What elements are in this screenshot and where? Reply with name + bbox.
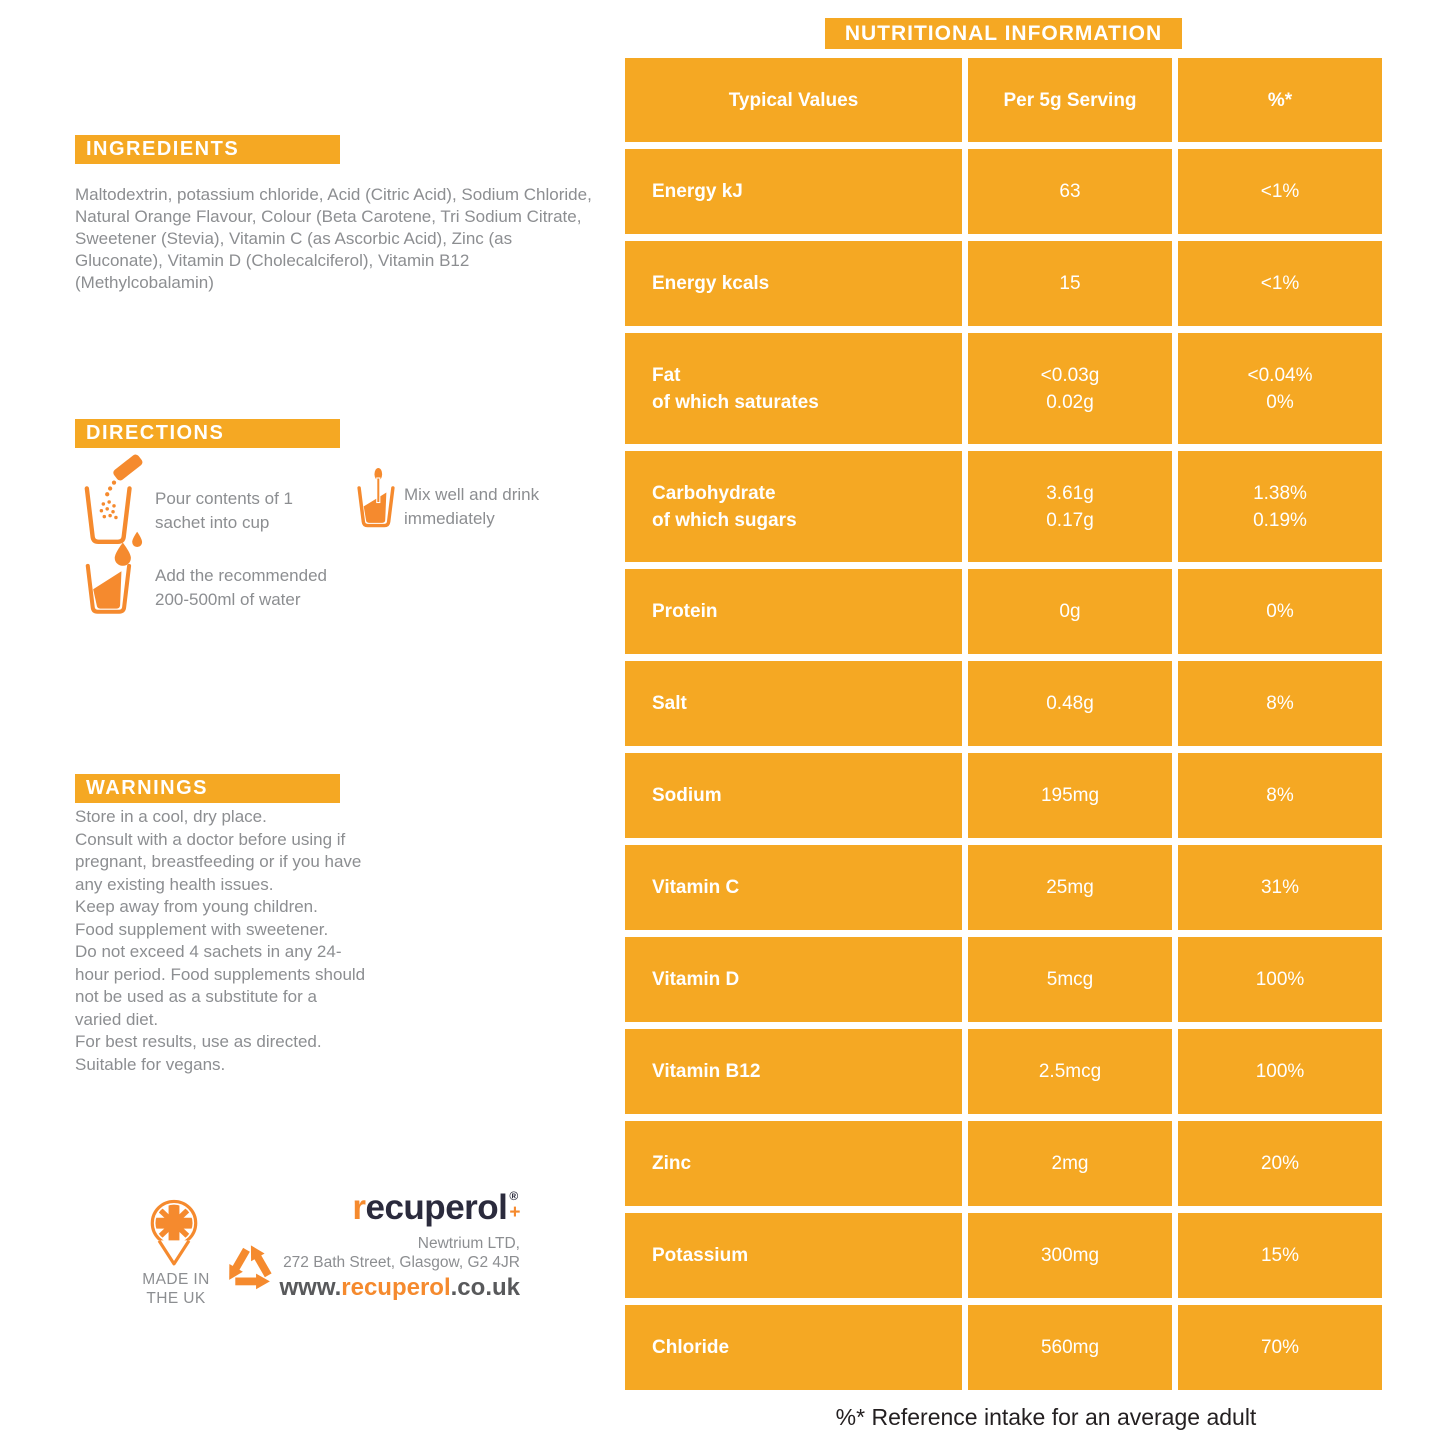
ingredients-header: [75, 135, 340, 164]
direction-step-pour: Pour contents of 1 sachet into cup: [155, 489, 293, 532]
registered-mark: ®: [509, 1189, 518, 1203]
nutrition-column-header: Typical Values: [625, 58, 962, 142]
reference-intake-cell: 1.38% 0.19%: [1178, 451, 1382, 562]
reference-intake-cell: <0.04% 0%: [1178, 333, 1382, 444]
reference-intake-cell: 8%: [1178, 661, 1382, 746]
nutrition-column-header: %*: [1178, 58, 1382, 142]
warning-line: Keep away from young children.: [75, 897, 318, 916]
nutrient-label-cell: Protein: [625, 569, 962, 654]
nutrition-column-header: Per 5g Serving: [968, 58, 1172, 142]
reference-intake-cell: 100%: [1178, 1029, 1382, 1114]
serving-value-cell: 3.61g 0.17g: [968, 451, 1172, 562]
serving-value-cell: 15: [968, 241, 1172, 326]
nutrient-label-cell: Sodium: [625, 753, 962, 838]
ingredients-text: Maltodextrin, potassium chloride, Acid (Citric Acid), Sodium Chloride, Natural Orange Flavour, Colour (Beta Carotene, Tri Sodium Citrate, Sweetener (Stevia), Vitamin C (as Ascorbic Acid), Zinc (as Gluconate), Vitamin D (Cholecalciferol), Vitamin B12 (Methylcobalamin): [75, 185, 592, 292]
serving-value-cell: 2mg: [968, 1121, 1172, 1206]
reference-intake-cell: 70%: [1178, 1305, 1382, 1390]
website-url: www.recuperol.co.uk: [279, 1274, 520, 1301]
serving-value-cell: 5mcg: [968, 937, 1172, 1022]
made-in-uk-label: MADE IN THE UK: [142, 1271, 210, 1307]
nutrient-label-cell: Vitamin D: [625, 937, 962, 1022]
mix-drink-icon: [356, 468, 396, 534]
reference-intake-cell: 100%: [1178, 937, 1382, 1022]
nutrient-label-cell: Vitamin C: [625, 845, 962, 930]
add-water-icon: [85, 530, 157, 618]
nutrient-label-cell: Salt: [625, 661, 962, 746]
reference-intake-cell: 0%: [1178, 569, 1382, 654]
reference-intake-cell: 20%: [1178, 1121, 1382, 1206]
serving-value-cell: 560mg: [968, 1305, 1172, 1390]
nutrient-label-cell: Energy kcals: [625, 241, 962, 326]
made-in-uk-icon: [144, 1196, 204, 1272]
reference-intake-footnote: %* Reference intake for an average adult: [835, 1404, 1257, 1430]
warnings-header: [75, 774, 340, 803]
serving-value-cell: <0.03g 0.02g: [968, 333, 1172, 444]
warning-line: Do not exceed 4 sachets in any 24-hour period. Food supplements should not be used as a substitute for a varied diet.: [75, 942, 366, 1029]
brand-plus: +: [509, 1202, 520, 1223]
serving-value-cell: 195mg: [968, 753, 1172, 838]
reference-intake-cell: <1%: [1178, 149, 1382, 234]
directions-header-label: DIRECTIONS: [86, 422, 225, 444]
warning-line: Suitable for vegans.: [75, 1054, 226, 1074]
nutrient-label-cell: Carbohydrate of which sugars: [625, 451, 962, 562]
nutrient-label-cell: Vitamin B12: [625, 1029, 962, 1114]
reference-intake-cell: 15%: [1178, 1213, 1382, 1298]
directions-header: [75, 419, 340, 448]
reference-intake-cell: 8%: [1178, 753, 1382, 838]
nutritional-information-title: NUTRITIONAL INFORMATION: [825, 18, 1182, 49]
direction-step-mix: Mix well and drink immediately: [404, 485, 540, 528]
nutrient-label-cell: Zinc: [625, 1121, 962, 1206]
warnings-header-label: WARNINGS: [86, 777, 208, 799]
serving-value-cell: 300mg: [968, 1213, 1172, 1298]
reference-intake-cell: <1%: [1178, 241, 1382, 326]
company-name: Newtrium LTD,: [417, 1235, 520, 1252]
warnings-text: [75, 806, 367, 1076]
warning-line: Store in a cool, dry place.: [75, 807, 267, 826]
brand-block: [270, 1190, 520, 1302]
nutrition-table: [625, 58, 1382, 1390]
reference-intake-cell: 31%: [1178, 845, 1382, 930]
warning-line: For best results, use as directed.: [75, 1032, 322, 1051]
company-address: 272 Bath Street, Glasgow, G2 4JR: [283, 1254, 520, 1271]
nutrient-label-cell: Potassium: [625, 1213, 962, 1298]
warning-line: Food supplement with sweetener.: [75, 919, 329, 939]
serving-value-cell: 0g: [968, 569, 1172, 654]
serving-value-cell: 25mg: [968, 845, 1172, 930]
serving-value-cell: 63: [968, 149, 1172, 234]
nutrient-label-cell: Fat of which saturates: [625, 333, 962, 444]
nutrient-label-cell: Chloride: [625, 1305, 962, 1390]
direction-step-water: Add the recommended 200-500ml of water: [155, 566, 327, 609]
ingredients-header-label: INGREDIENTS: [86, 138, 240, 160]
brand-logo: recuperol ® +: [352, 1188, 520, 1227]
serving-value-cell: 2.5mcg: [968, 1029, 1172, 1114]
serving-value-cell: 0.48g: [968, 661, 1172, 746]
warning-line: Consult with a doctor before using if pregnant, breastfeeding or if you have any existing health issues.: [75, 829, 362, 894]
nutrient-label-cell: Energy kJ: [625, 149, 962, 234]
